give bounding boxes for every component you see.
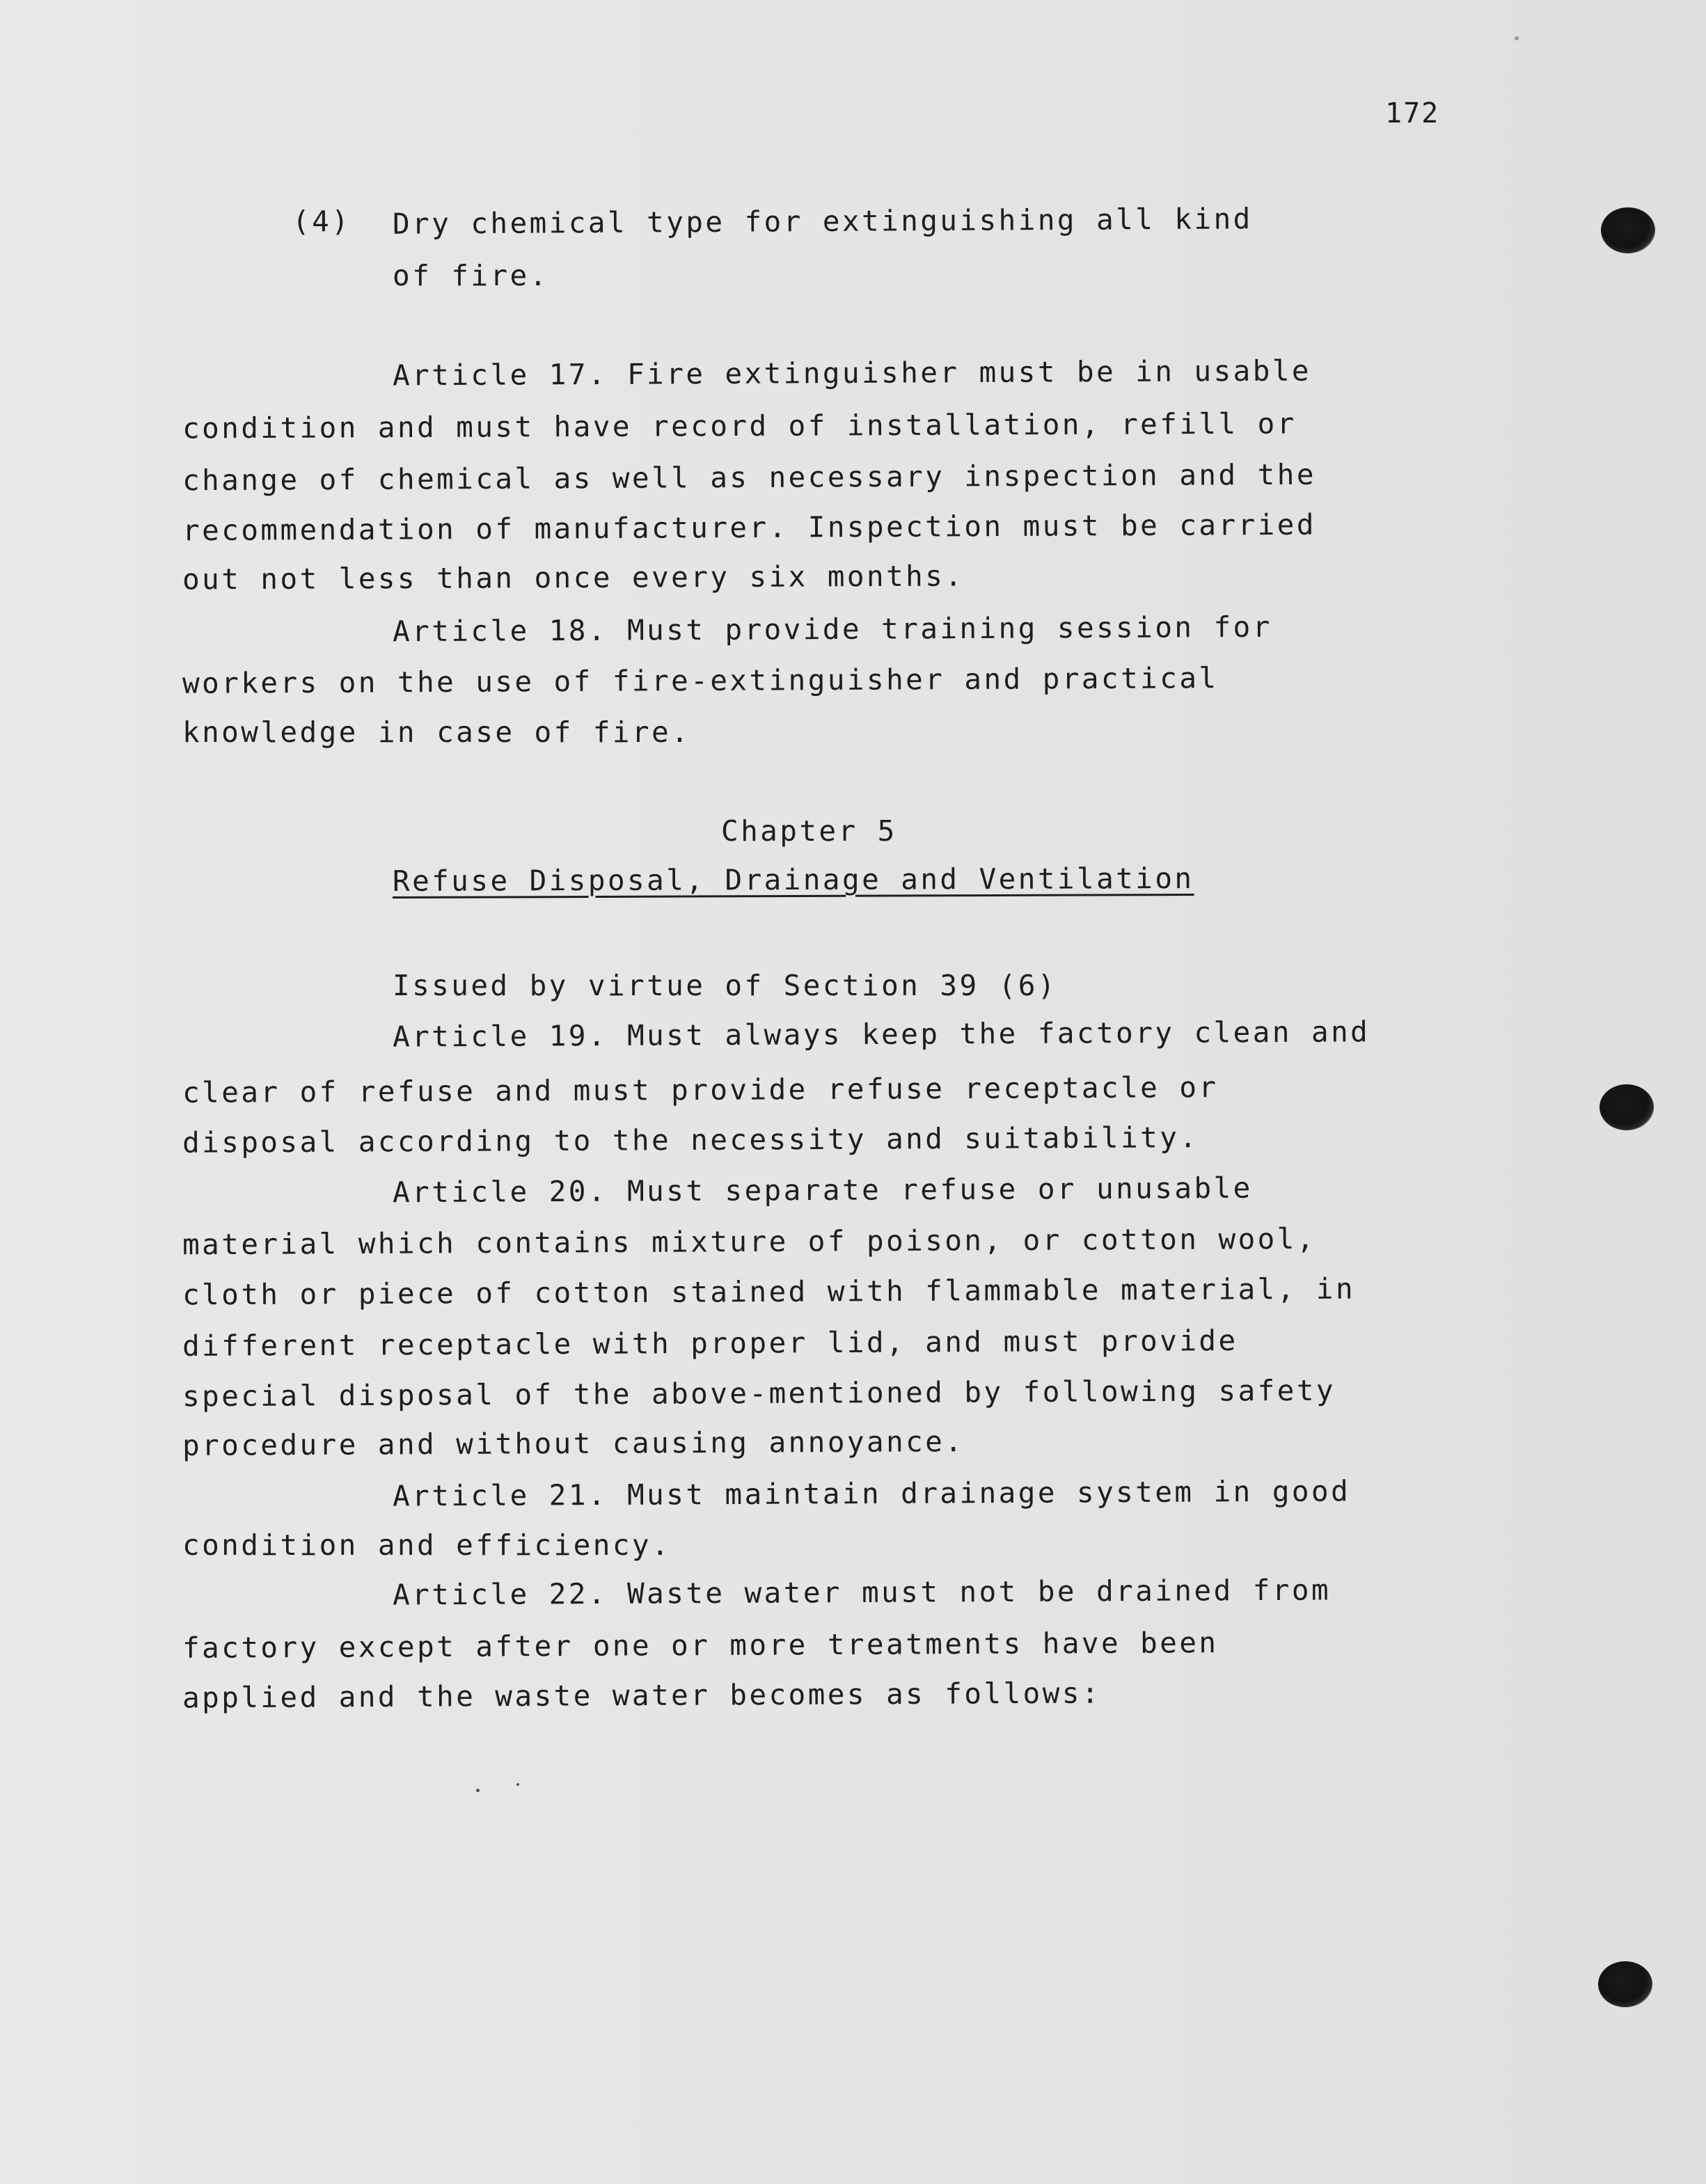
paragraph-line: Article 18. Must provide training session for	[392, 610, 1272, 649]
paragraph-line: applied and the waste water becomes as follows:	[182, 1676, 1102, 1715]
paragraph-line: condition and must have record of installation, refill or	[182, 406, 1297, 445]
paragraph-line: procedure and without causing annoyance.	[182, 1425, 965, 1462]
paragraph-line: change of chemical as well as necessary inspection and the	[182, 457, 1317, 498]
ink-speck	[1515, 36, 1519, 40]
paragraph-line: knowledge in case of fire.	[182, 715, 691, 749]
paragraph-line: Article 17. Fire extinguisher must be in usable	[392, 354, 1312, 393]
chapter-title: Chapter 5	[721, 814, 897, 848]
paragraph-line: material which contains mixture of poison, or cotton wool,	[182, 1221, 1317, 1262]
punch-hole-top	[1601, 207, 1655, 253]
paragraph-line: out not less than once every six months.	[182, 559, 965, 596]
list-item-marker: (4)	[292, 205, 352, 238]
paragraph-line: different receptacle with proper lid, and must provide	[182, 1324, 1238, 1363]
paragraph-line: Article 19. Must always keep the factory clean and	[392, 1015, 1371, 1054]
paragraph-line: Article 22. Waste water must not be drained from	[392, 1573, 1332, 1612]
ink-speck	[516, 1783, 519, 1786]
page-number: 172	[1385, 97, 1440, 129]
paragraph-line: disposal according to the necessity and suitability.	[182, 1121, 1199, 1160]
paragraph-line: condition and efficiency.	[182, 1528, 672, 1562]
issued-by-line: Issued by virtue of Section 39 (6)	[393, 969, 1057, 1002]
paragraph-line: recommendation of manufacturer. Inspection must be carried	[182, 507, 1317, 548]
chapter-subtitle: Refuse Disposal, Drainage and Ventilation	[392, 861, 1194, 899]
punch-hole-bottom	[1598, 1961, 1652, 2007]
paragraph-line: special disposal of the above-mentioned by following safety	[182, 1373, 1336, 1414]
paragraph-line: factory except after one or more treatments have been	[182, 1626, 1219, 1665]
paragraph-line: Article 21. Must maintain drainage system in good	[392, 1474, 1351, 1513]
list-item-text: Dry chemical type for extinguishing all kind	[392, 202, 1253, 241]
paragraph-line: Article 20. Must separate refuse or unusable	[392, 1171, 1253, 1210]
paragraph-line: cloth or piece of cotton stained with flammable material, in	[182, 1272, 1356, 1312]
ink-speck	[476, 1789, 480, 1792]
punch-hole-middle	[1600, 1084, 1654, 1130]
paragraph-line: clear of refuse and must provide refuse receptacle or	[182, 1070, 1219, 1109]
list-item-text: of fire.	[393, 259, 549, 292]
paragraph-line: workers on the use of fire-extinguisher and practical	[182, 661, 1219, 700]
